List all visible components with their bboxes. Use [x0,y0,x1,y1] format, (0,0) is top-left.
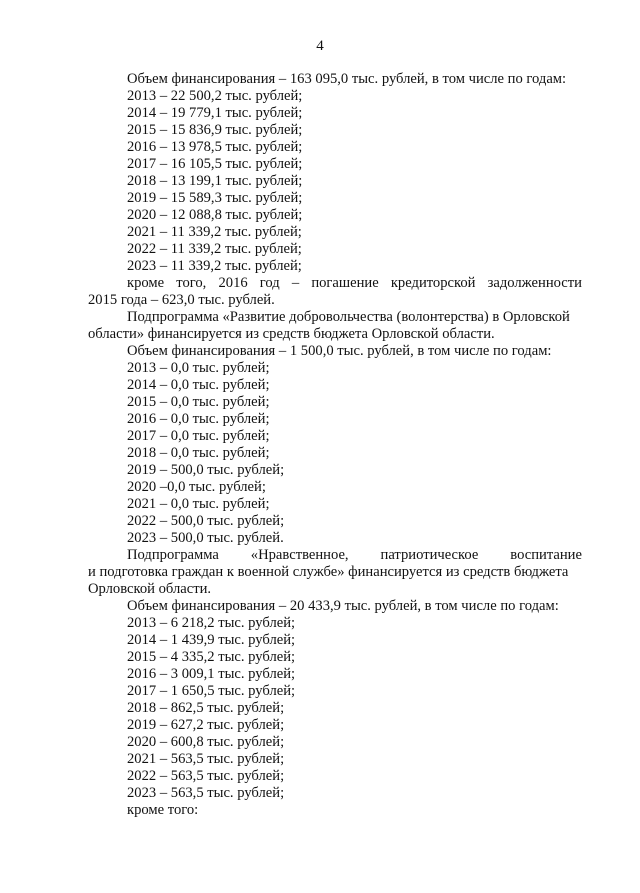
word: «Нравственное, [250,547,349,563]
word: патриотическое [380,547,479,563]
word: – [291,275,300,291]
year-funding-line: 2013 – 6 218,2 тыс. рублей; [127,615,296,631]
year-funding-line: 2016 – 3 009,1 тыс. рублей; [127,666,296,682]
subprogram-intro-line: Подпрограмма «Развитие добровольчества (волонтерства) в Орловской [127,309,570,325]
funding-total-line: Объем финансирования – 20 433,9 тыс. рублей, в том числе по годам: [127,598,559,614]
year-funding-line: 2016 – 0,0 тыс. рублей; [127,411,270,427]
year-funding-line: 2013 – 22 500,2 тыс. рублей; [127,88,303,104]
year-funding-line: 2023 – 11 339,2 тыс. рублей; [127,258,302,274]
subprogram-intro-line: области» финансируется из средств бюджета Орловской области. [88,326,495,342]
year-funding-line: 2018 – 13 199,1 тыс. рублей; [127,173,303,189]
year-funding-line: 2022 – 11 339,2 тыс. рублей; [127,241,302,257]
year-funding-line: 2021 – 563,5 тыс. рублей; [127,751,285,767]
subprogram-intro-line [127,547,582,564]
year-funding-line: 2016 – 13 978,5 тыс. рублей; [127,139,303,155]
year-funding-line: 2015 – 4 335,2 тыс. рублей; [127,649,296,665]
year-funding-line: 2022 – 563,5 тыс. рублей; [127,768,285,784]
word: Подпрограмма [127,547,219,563]
word: воспитание [510,547,582,563]
subprogram-intro-line: и подготовка граждан к военной службе» финансируется из средств бюджета [88,564,569,580]
year-funding-line: 2018 – 862,5 тыс. рублей; [127,700,285,716]
page-number: 4 [316,38,324,54]
word: кроме [127,275,165,291]
year-funding-line: 2014 – 0,0 тыс. рублей; [127,377,270,393]
year-funding-line: 2023 – 500,0 тыс. рублей. [127,530,284,546]
year-funding-line: 2019 – 15 589,3 тыс. рублей; [127,190,303,206]
closing-line: кроме того: [127,802,199,818]
additional-funding-line [127,275,582,292]
year-funding-line: 2017 – 16 105,5 тыс. рублей; [127,156,303,172]
funding-total-line: Объем финансирования – 163 095,0 тыс. рублей, в том числе по годам: [127,71,567,87]
word: кредиторской [390,275,476,291]
year-funding-line: 2017 – 1 650,5 тыс. рублей; [127,683,296,699]
word: 2016 [218,275,248,291]
year-funding-line: 2019 – 500,0 тыс. рублей; [127,462,285,478]
year-funding-line: 2020 – 12 088,8 тыс. рублей; [127,207,303,223]
additional-funding-line-2: 2015 года – 623,0 тыс. рублей. [88,292,275,308]
year-funding-line: 2015 – 15 836,9 тыс. рублей; [127,122,303,138]
year-funding-line: 2013 – 0,0 тыс. рублей; [127,360,270,376]
word: погашение [311,275,379,291]
funding-total-line: Объем финансирования – 1 500,0 тыс. рублей, в том числе по годам: [127,343,552,359]
year-funding-line: 2021 – 11 339,2 тыс. рублей; [127,224,302,240]
year-funding-line: 2014 – 1 439,9 тыс. рублей; [127,632,296,648]
year-funding-line: 2020 – 600,8 тыс. рублей; [127,734,285,750]
year-funding-line: 2014 – 19 779,1 тыс. рублей; [127,105,303,121]
word: год [259,275,280,291]
year-funding-line: 2020 –0,0 тыс. рублей; [127,479,266,495]
word: задолженности [487,275,582,291]
year-funding-line: 2023 – 563,5 тыс. рублей; [127,785,285,801]
word: того, [176,275,207,291]
subprogram-intro-line: Орловской области. [88,581,212,597]
year-funding-line: 2021 – 0,0 тыс. рублей; [127,496,270,512]
year-funding-line: 2015 – 0,0 тыс. рублей; [127,394,270,410]
year-funding-line: 2022 – 500,0 тыс. рублей; [127,513,285,529]
year-funding-line: 2019 – 627,2 тыс. рублей; [127,717,285,733]
year-funding-line: 2017 – 0,0 тыс. рублей; [127,428,270,444]
year-funding-line: 2018 – 0,0 тыс. рублей; [127,445,270,461]
